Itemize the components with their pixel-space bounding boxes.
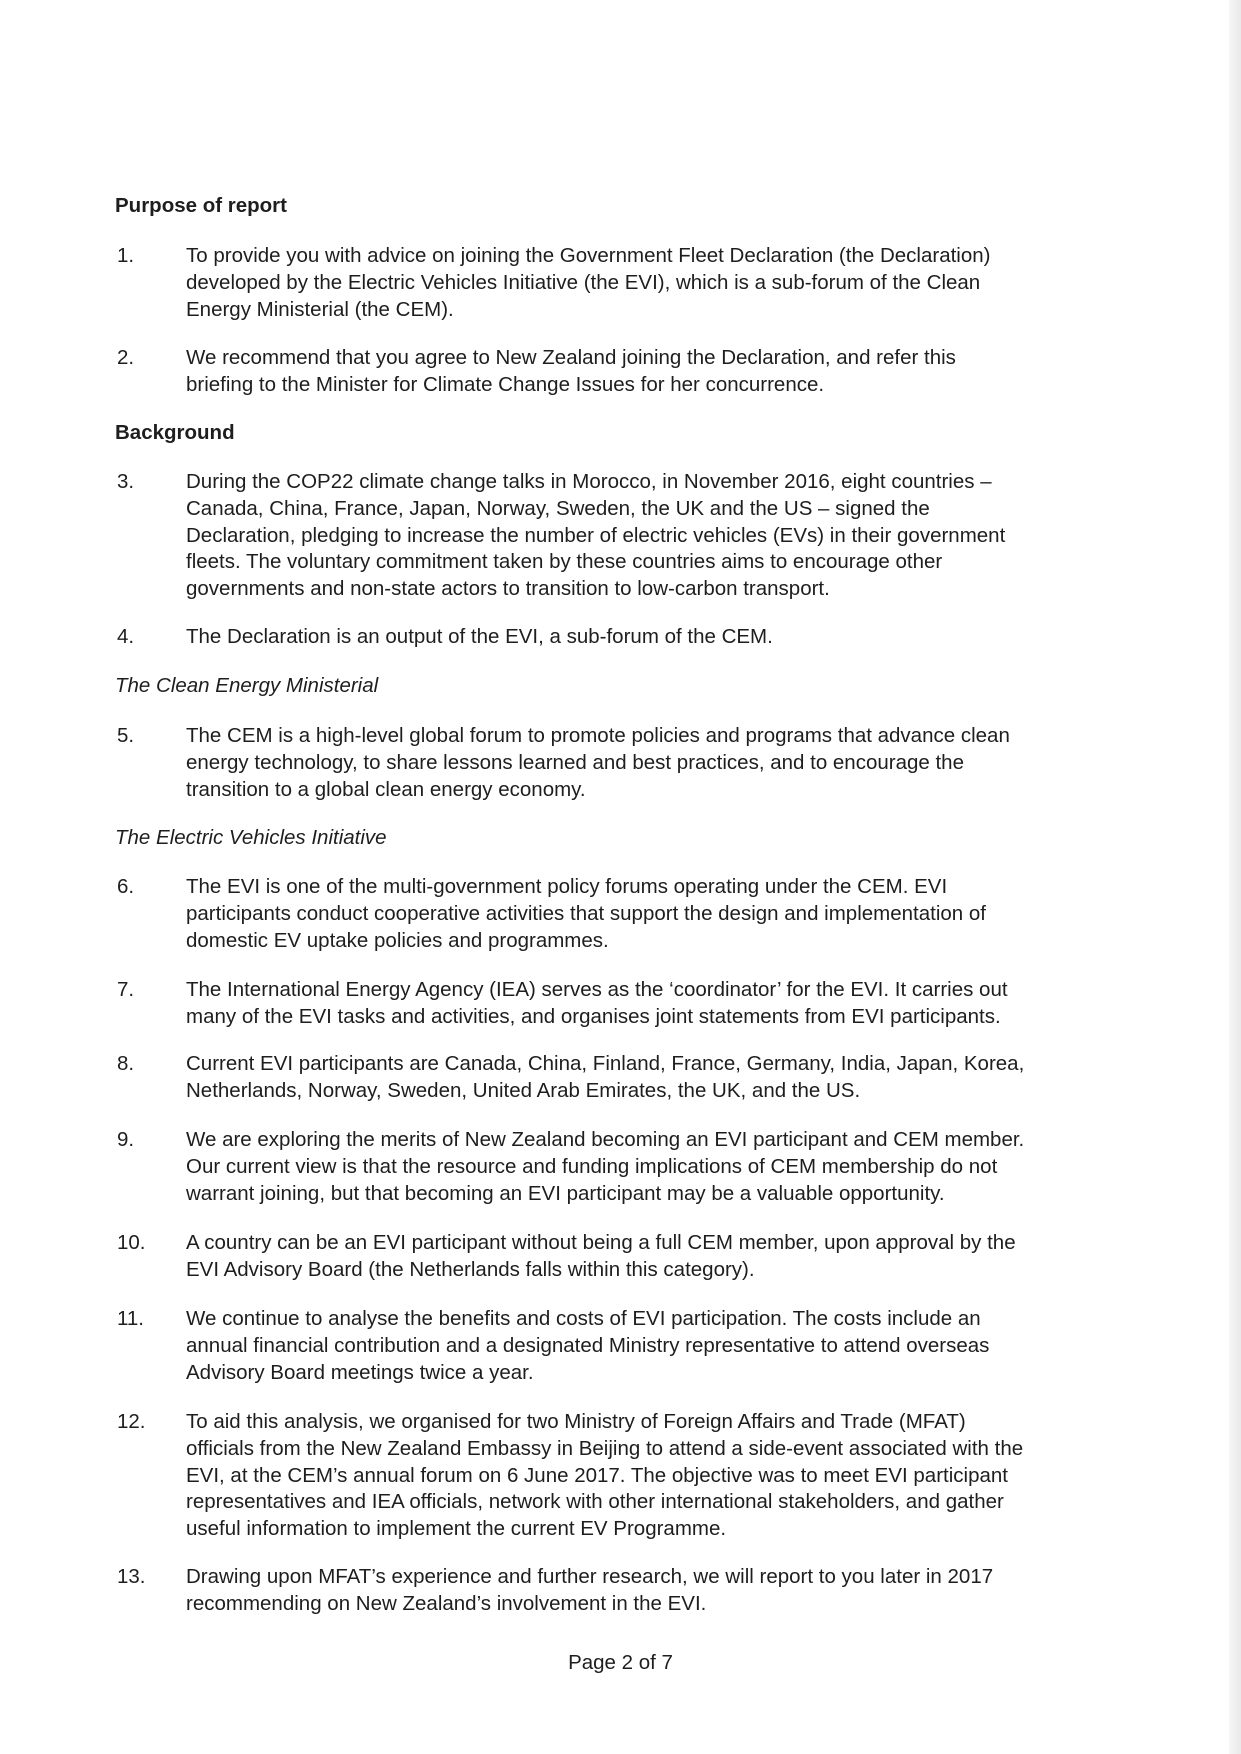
numbered-paragraph [115,243,1125,323]
paragraph-line: Current EVI participants are Canada, China, Finland, France, Germany, India, Japan, Korea, [186,1052,1025,1075]
paragraph-line: recommending on New Zealand’s involvement in the EVI. [186,1591,707,1615]
paragraph-line: briefing to the Minister for Climate Change Issues for her concurrence. [186,372,825,396]
page-edge-shadow [1229,0,1241,1754]
paragraph-line: useful information to implement the current EV Programme. [186,1517,727,1541]
numbered-paragraph [115,1230,1125,1284]
numbered-paragraph [115,1127,1125,1207]
paragraph-line: Declaration, pledging to increase the number of electric vehicles (EVs) in their government [186,523,1006,547]
paragraph-line: governments and non-state actors to transition to low-carbon transport. [186,577,830,601]
section-subheading: The Electric Vehicles Initiative [115,826,387,849]
paragraph-line: officials from the New Zealand Embassy in Beijing to attend a side-event associated with the [186,1436,1024,1460]
paragraph-number: 4. [117,625,135,648]
numbered-paragraph [115,624,1125,651]
numbered-paragraph [115,874,1125,954]
section-heading: Background [115,421,235,444]
numbered-paragraph [115,1051,1125,1105]
paragraph-number: 11. [117,1307,144,1330]
paragraph-number: 2. [117,346,135,369]
paragraph-line: EVI Advisory Board (the Netherlands falls within this category). [186,1257,755,1281]
paragraph-text [186,1409,1125,1543]
paragraph-number: 7. [117,978,135,1001]
paragraph-text [186,1051,1125,1105]
numbered-paragraph [115,1564,1125,1618]
numbered-paragraph [115,977,1125,1031]
paragraph-line: We recommend that you agree to New Zealand joining the Declaration, and refer this [186,346,956,369]
paragraph-line: many of the EVI tasks and activities, and organises joint statements from EVI participants. [186,1004,1001,1028]
paragraph-line: developed by the Electric Vehicles Initiative (the EVI), which is a sub-forum of the Clean [186,270,981,294]
paragraph-line: The International Energy Agency (IEA) serves as the ‘coordinator’ for the EVI. It carries out [186,978,1008,1001]
paragraph-line: Our current view is that the resource and funding implications of CEM membership do not [186,1154,998,1178]
paragraph-line: Canada, China, France, Japan, Norway, Sweden, the UK and the US – signed the [186,496,930,520]
paragraph-text [186,977,1125,1031]
numbered-paragraph [115,1409,1125,1543]
paragraph-line: transition to a global clean energy economy. [186,777,586,801]
paragraph-line: To provide you with advice on joining the Government Fleet Declaration (the Declaration) [186,244,991,267]
paragraph-line: EVI, at the CEM’s annual forum on 6 June 2017. The objective was to meet EVI participant [186,1463,1008,1487]
paragraph-number: 8. [117,1052,135,1075]
paragraph-number: 5. [117,724,135,747]
paragraph-number: 10. [117,1231,146,1254]
paragraph-text [186,874,1125,954]
page-number: Page 2 of 7 [568,1651,673,1674]
section-subheading: The Clean Energy Ministerial [115,674,379,697]
paragraph-text [186,1230,1125,1284]
paragraph-line: The Declaration is an output of the EVI, a sub-forum of the CEM. [186,625,773,648]
paragraph-line: warrant joining, but that becoming an EVI participant may be a valuable opportunity. [186,1181,945,1205]
paragraph-number: 3. [117,470,135,493]
paragraph-line: Drawing upon MFAT’s experience and further research, we will report to you later in 2017 [186,1565,994,1588]
numbered-paragraph [115,345,1125,399]
paragraph-line: Advisory Board meetings twice a year. [186,1360,534,1384]
paragraph-text [186,1127,1125,1207]
paragraph-number: 13. [117,1565,146,1588]
paragraph-text [186,723,1125,803]
paragraph-number: 6. [117,875,135,898]
numbered-paragraph [115,1306,1125,1386]
paragraph-line: fleets. The voluntary commitment taken by these countries aims to encourage other [186,550,943,574]
paragraph-line: Netherlands, Norway, Sweden, United Arab Emirates, the UK, and the US. [186,1078,861,1102]
paragraph-number: 9. [117,1128,135,1151]
numbered-paragraph [115,469,1125,603]
paragraph-line: The CEM is a high-level global forum to promote policies and programs that advance clean [186,724,1010,747]
paragraph-line: Energy Ministerial (the CEM). [186,297,454,321]
paragraph-line: We are exploring the merits of New Zealand becoming an EVI participant and CEM member. [186,1128,1025,1151]
paragraph-number: 12. [117,1410,146,1433]
paragraph-text [186,345,1125,399]
paragraph-line: During the COP22 climate change talks in Morocco, in November 2016, eight countries – [186,470,992,493]
paragraph-line: annual financial contribution and a designated Ministry representative to attend overseas [186,1333,990,1357]
paragraph-text [186,243,1125,323]
section-heading: Purpose of report [115,194,287,217]
paragraph-line: The EVI is one of the multi-government policy forums operating under the CEM. EVI [186,875,948,898]
numbered-paragraph [115,723,1125,803]
paragraph-line: To aid this analysis, we organised for two Ministry of Foreign Affairs and Trade (MFAT) [186,1410,966,1433]
paragraph-line: energy technology, to share lessons learned and best practices, and to encourage the [186,750,964,774]
paragraph-text [186,624,1125,651]
paragraph-line: We continue to analyse the benefits and costs of EVI participation. The costs include an [186,1307,981,1330]
paragraph-number: 1. [117,244,135,267]
paragraph-line: domestic EV uptake policies and programmes. [186,928,609,952]
paragraph-line: A country can be an EVI participant without being a full CEM member, upon approval by the [186,1231,1016,1254]
paragraph-text [186,1306,1125,1386]
paragraph-text [186,469,1125,603]
paragraph-text [186,1564,1125,1618]
paragraph-line: participants conduct cooperative activities that support the design and implementation of [186,901,986,925]
paragraph-line: representatives and IEA officials, network with other international stakeholders, and gather [186,1490,1004,1514]
